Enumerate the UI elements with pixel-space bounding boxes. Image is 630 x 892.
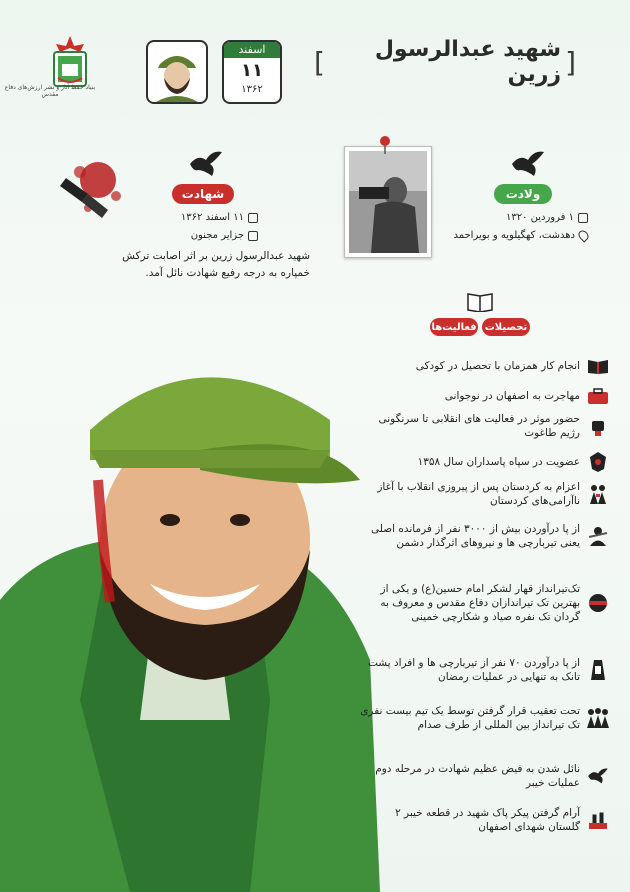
activity-text: مهاجرت به اصفهان در نوجوانی <box>444 390 580 402</box>
list-item <box>360 704 612 732</box>
birth-place-row <box>453 230 588 241</box>
martyrdom-badge: شهادت <box>172 184 234 204</box>
hero-portrait-illustration <box>0 340 380 892</box>
tank-icon <box>584 658 612 682</box>
blood-shell-icon <box>58 150 132 226</box>
thumbtack-icon <box>377 135 393 155</box>
page-title <box>310 37 580 87</box>
date-year: ۱۳۶۲ <box>241 84 263 95</box>
team-icon <box>584 706 612 730</box>
list-item <box>360 384 612 408</box>
birth-place: دهدشت، کهگیلویه و بویراحمد <box>453 230 575 241</box>
martyrdom-date: ۱۱ اسفند ۱۳۶۲ <box>180 212 244 223</box>
title-text: شهید عبدالرسول زرین <box>374 37 562 87</box>
date-month: اسفند <box>224 42 280 58</box>
list-item <box>360 582 612 624</box>
fist-icon <box>584 414 612 438</box>
portrait-sketch-icon <box>148 42 206 102</box>
photo-camera-operator <box>345 147 431 257</box>
activity-text: از پا درآوردن بیش از ۳۰۰۰ نفر از فرمانده اصلی یعنی تیربارچی ها و نیروهای اثرگذار دشمن <box>370 523 580 549</box>
martyrdom-date-row <box>181 212 258 223</box>
date-day: ۱۱ <box>241 60 263 81</box>
activity-text: تک‌تیرانداز قهار لشکر امام حسین(ع) و یکی از بهترین تک تیراندازان دفاع مقدس و معروف به گردان تک نفره صیاد و شکارچی خمینی <box>380 583 580 623</box>
activity-text: تحت تعقیب قرار گرفتن توسط یک تیم بیست نفری تک تیرانداز بین المللی از طرف صدام <box>360 705 580 731</box>
dove-icon <box>510 150 546 178</box>
open-book-icon <box>466 290 494 312</box>
birth-badge: ولادت <box>494 184 552 204</box>
calendar-icon <box>248 231 258 241</box>
martyrdom-place: جزایر مجنون <box>190 230 244 241</box>
guard-emblem-icon <box>584 450 612 474</box>
list-item <box>360 354 612 378</box>
list-item <box>360 412 612 440</box>
portrait-thumbnail <box>146 40 208 104</box>
list-item <box>360 806 612 834</box>
tab-education[interactable]: تحصیلات <box>482 318 530 336</box>
title-bracket-right: [ <box>565 45 576 79</box>
sniper-icon <box>584 524 612 548</box>
soldiers-icon <box>584 482 612 506</box>
activity-text: حضور موثر در فعالیت های انقلابی تا سرنگونی رژیم طاغوت <box>378 413 580 439</box>
list-item <box>360 522 612 550</box>
list-item <box>360 762 612 790</box>
dove-icon <box>188 150 224 178</box>
list-item <box>360 480 612 508</box>
activity-text: عضویت در سپاه پاسداران سال ۱۳۵۸ <box>417 456 580 468</box>
suitcase-icon <box>584 384 612 408</box>
dove-icon <box>584 764 612 788</box>
activity-text: نائل شدن به فیض عظیم شهادت در مرحله دوم عملیات خیبر <box>375 763 580 789</box>
list-item <box>360 450 612 474</box>
foundation-logo <box>40 34 100 112</box>
martyrdom-description: شهید عبدالرسول زرین بر اثر اصابت ترکش خمپاره به درجه رفیع شهادت نائل آمد. <box>122 250 310 279</box>
logo-caption: بنیاد حفظ آثار و نشر ارزش‌های دفاع مقدس <box>4 84 96 98</box>
book-icon <box>584 354 612 378</box>
archive-photo <box>344 146 432 258</box>
activity-text: انجام کار همزمان با تحصیل در کودکی <box>415 360 580 372</box>
calendar-icon <box>578 213 588 223</box>
martyrdom-place-row <box>191 230 258 241</box>
date-card <box>222 40 282 104</box>
activity-text: اعزام به کردستان پس از پیروزی انقلاب با آغاز ناآرامی‌های کردستان <box>377 481 580 507</box>
activity-text: آرام گرفتن پیکر پاک شهید در قطعه خیبر ۲ گلستان شهدای اصفهان <box>395 807 580 833</box>
birth-date: ۱ فروردین ۱۳۲۰ <box>505 212 574 223</box>
tab-activities[interactable]: فعالیت‌ها <box>430 318 478 336</box>
cemetery-icon <box>584 808 612 832</box>
list-item <box>360 656 612 684</box>
title-bracket-left: ] <box>314 45 325 79</box>
activity-text: از پا درآوردن ۷۰ نفر از تیربارچی ها و افراد پشت تانک به تنهایی در عملیات رمضان <box>367 657 580 683</box>
scope-icon <box>584 591 612 615</box>
calendar-icon <box>248 213 258 223</box>
birth-date-row <box>506 212 588 223</box>
location-pin-icon <box>576 228 590 242</box>
